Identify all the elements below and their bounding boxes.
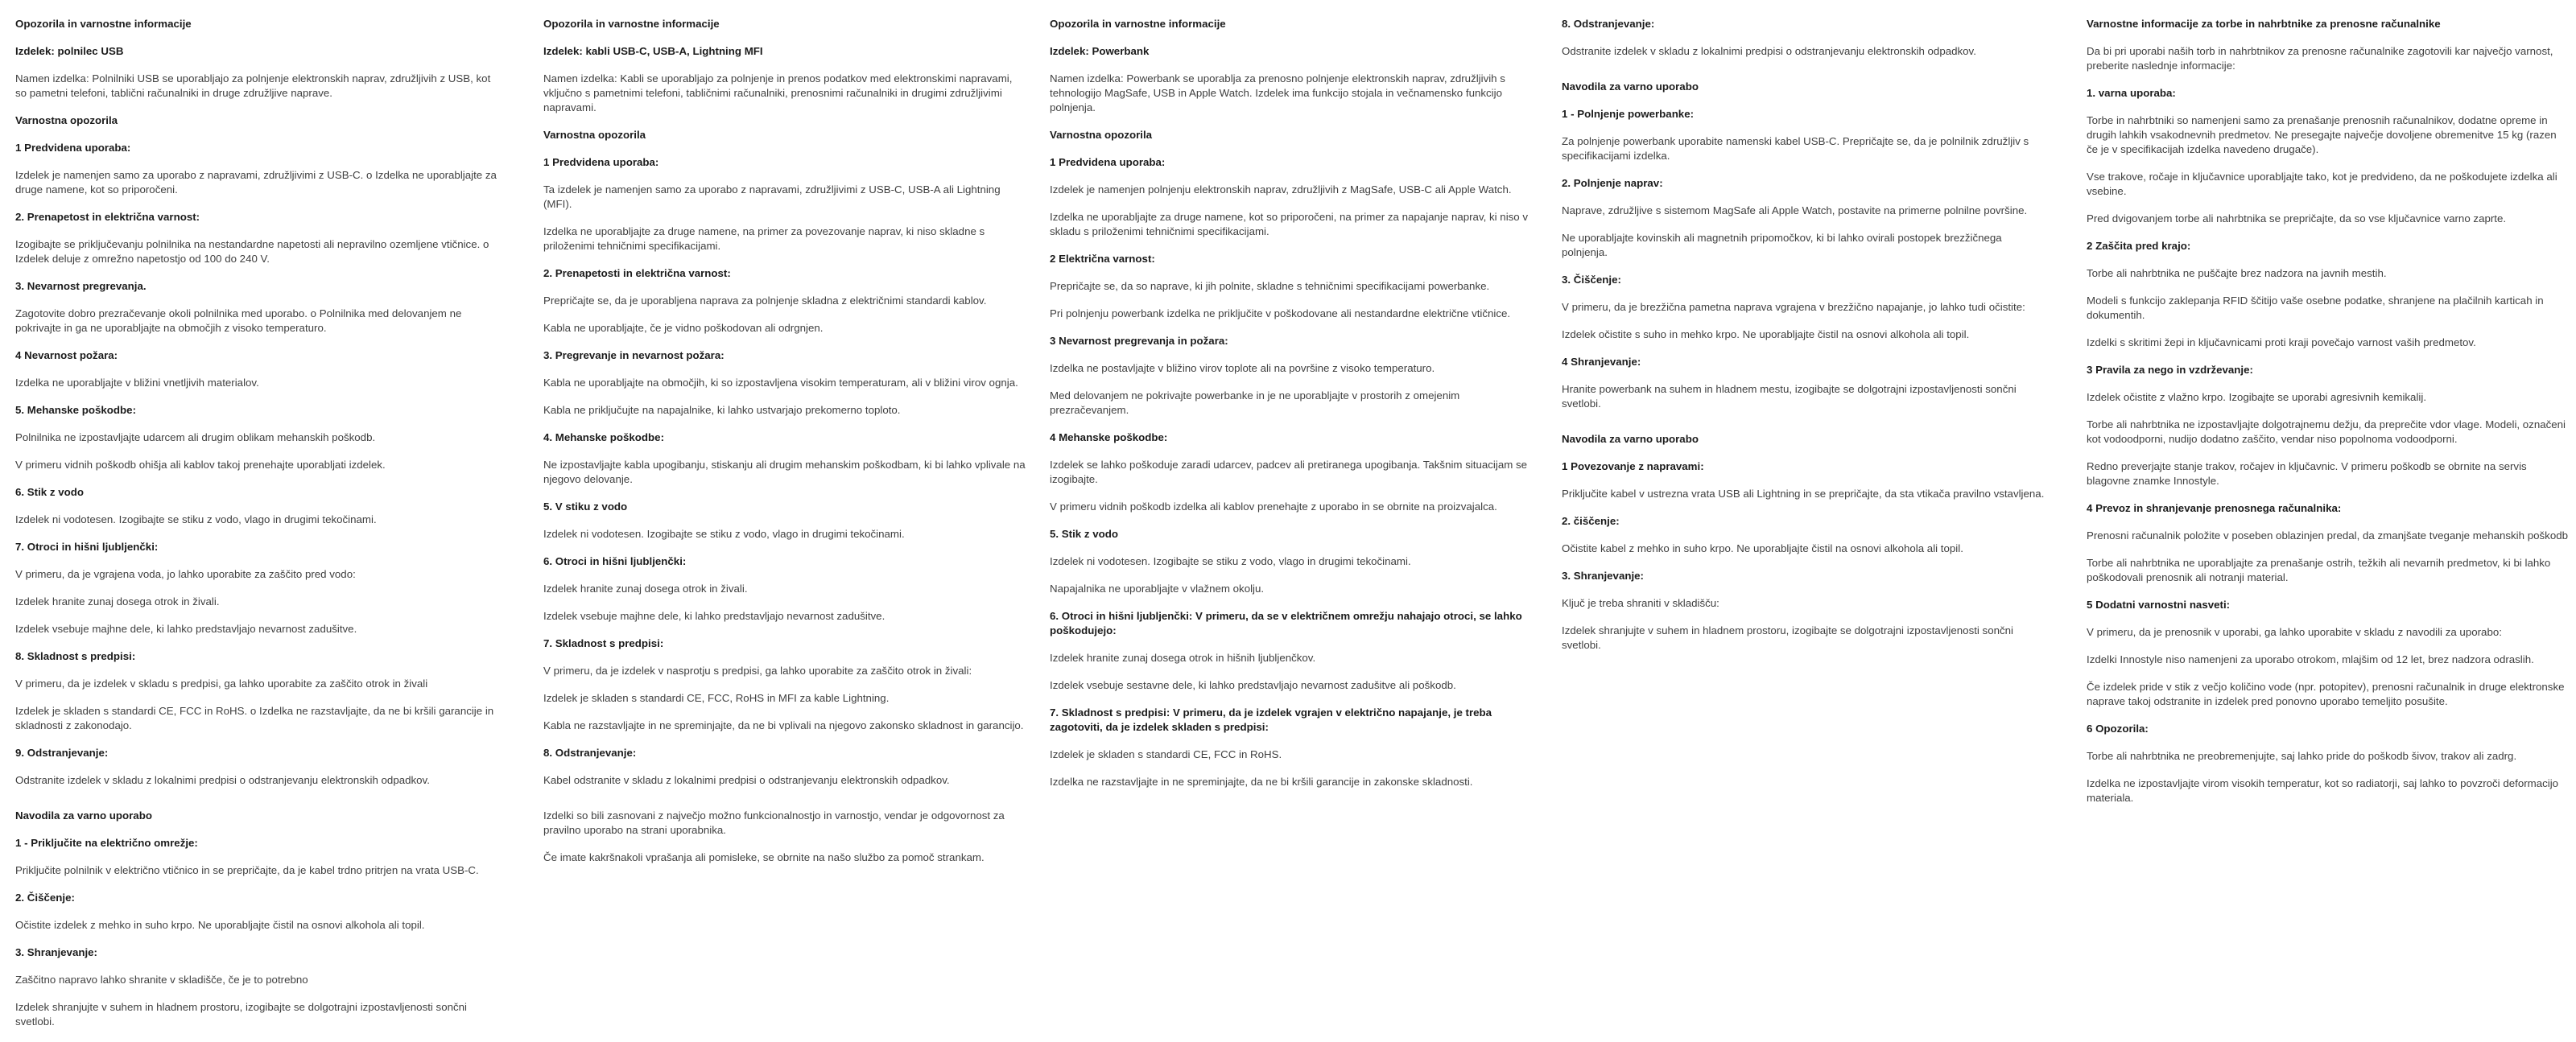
paragraph: Namen izdelka: Powerbank se uporablja za prenosno polnjenje elektronskih naprav, združljivih s tehnologijo MagSafe, USB in Apple Watch. Izdelek ima funkcijo stojala in večnamensko funkcijo polnjenja. <box>1050 72 1505 113</box>
paragraph: Izdelek hranite zunaj dosega otrok in živali. <box>543 583 748 595</box>
paragraph: Izdelek ni vodotesen. Izogibajte se stiku z vodo, vlago in drugimi tekočinami. <box>1050 555 1411 567</box>
column-usb-charger <box>15 17 498 1042</box>
section-heading: Izdelek: polnilec USB <box>15 45 124 57</box>
paragraph: Izdelka ne izpostavljajte virom visokih temperatur, kot so radiatorji, saj lahko to povzroči deformacijo materiala. <box>2087 777 2559 804</box>
paragraph: Pri polnjenju powerbank izdelka ne priključite v poškodovane ali nestandardne električne vtičnice. <box>1050 307 1511 319</box>
paragraph: Hranite powerbank na suhem in hladnem mestu, izogibajte se dolgotrajni izpostavljenosti sončni svetlobi. <box>1562 383 2017 410</box>
paragraph: Kabla ne priključujte na napajalnike, ki lahko ustvarjajo prekomerno toploto. <box>543 404 901 416</box>
paragraph: Če imate kakršnakoli vprašanja ali pomisleke, se obrnite na našo službo za pomoč strankam. <box>543 851 985 863</box>
paragraph: Izdelka ne uporabljajte za druge namene, kot so priporočeni, na primer za napajanje naprav, ki niso v skladu s priloženimi tehničnimi specifikacijami. <box>1050 211 1529 237</box>
paragraph: Izdelki Innostyle niso namenjeni za uporabo otrokom, mlajšim od 12 let, brez nadzora odraslih. <box>2087 653 2534 665</box>
section-heading: 4 Mehanske poškodbe: <box>1050 431 1168 443</box>
section-heading: 1 - Priključite na električno omrežje: <box>15 837 198 849</box>
paragraph: Namen izdelka: Kabli se uporabljajo za polnjenje in prenos podatkov med elektronskimi napravami, vključno s pametnimi telefoni, tabličnimi računalniki, prenosnimi računalniki in drugimi združljivimi napravami. <box>543 72 1013 113</box>
paragraph: Kabla ne razstavljajte in ne spreminjajte, da ne bi vplivali na njegovo zakonsko skladnost in garancijo. <box>543 719 1024 731</box>
section-heading: 3 Nevarnost pregrevanja in požara: <box>1050 335 1228 347</box>
section-heading: 9. Odstranjevanje: <box>15 747 109 759</box>
section-heading: 7. Otroci in hišni ljubljenčki: <box>15 541 159 553</box>
column-laptop-bags <box>2087 17 2570 818</box>
paragraph: Izogibajte se priključevanju polnilnika na nestandardne napetosti ali nepravilno ozemljene vtičnice. o Izdelek deluje z omrežno napetostjo od 100 do 240 V. <box>15 238 489 265</box>
paragraph: Očistite kabel z mehko in suho krpo. Ne uporabljajte čistil na osnovi alkohola ali topil. <box>1562 542 1963 554</box>
paragraph: Namen izdelka: Polnilniki USB se uporabljajo za polnjenje elektronskih naprav, združljivih z USB, kot so pametni telefoni, tablični računalniki in druge združljive naprave. <box>15 72 491 99</box>
paragraph: V primeru, da je izdelek v nasprotju s predpisi, ga lahko uporabite za zaščito otrok in živali: <box>543 665 972 677</box>
paragraph: Torbe in nahrbtniki so namenjeni samo za prenašanje prenosnih računalnikov, dodatne opreme in drugih lahkih vsakodnevnih predmetov. Ne presegajte največje dovoljene obremenitve 15 kg (razen če je v specifikacijah izdelka navedeno drugače). <box>2087 114 2557 155</box>
paragraph: Redno preverjajte stanje trakov, ročajev in ključavnic. V primeru poškodb se obrnite na servis blagovne znamke Innostyle. <box>2087 460 2527 487</box>
section-heading: 3 Pravila za nego in vzdrževanje: <box>2087 364 2253 376</box>
section-heading: 2. Polnjenje naprav: <box>1562 177 1663 189</box>
paragraph: V primeru, da je vgrajena voda, jo lahko uporabite za zaščito pred vodo: <box>15 568 356 580</box>
paragraph: Ne izpostavljajte kabla upogibanju, stiskanju ali drugim mehanskim poškodbam, ki bi lahko vplivale na njegovo delovanje. <box>543 459 1026 485</box>
paragraph: Da bi pri uporabi naših torb in nahrbtnikov za prenosne računalnike zagotovili kar največjo varnost, preberite naslednje informacije: <box>2087 45 2553 72</box>
section-heading: Izdelek: Powerbank <box>1050 45 1150 57</box>
section-heading: 7. Skladnost s predpisi: <box>543 637 664 649</box>
paragraph: Torbe ali nahrbtnika ne preobremenjujte, saj lahko pride do poškodb šivov, trakov ali zadrg. <box>2087 750 2517 762</box>
paragraph: Izdelek je skladen s standardi CE, FCC in RoHS. <box>1050 748 1282 760</box>
section-heading: 3. Nevarnost pregrevanja. <box>15 280 147 292</box>
paragraph: Ta izdelek je namenjen samo za uporabo z napravami, združljivimi z USB-C, USB-A ali Lightning (MFI). <box>543 183 1001 210</box>
paragraph: Odstranite izdelek v skladu z lokalnimi predpisi o odstranjevanju elektronskih odpadkov. <box>15 774 430 786</box>
paragraph: Ključ je treba shraniti v skladišču: <box>1562 597 1719 609</box>
section-heading: 4 Shranjevanje: <box>1562 356 1641 368</box>
paragraph: Naprave, združljive s sistemom MagSafe ali Apple Watch, postavite na primerne polnilne površine. <box>1562 204 2028 216</box>
paragraph: Izdelek shranjujte v suhem in hladnem prostoru, izogibajte se dolgotrajni izpostavljenosti sončni svetlobi. <box>15 1001 467 1028</box>
section-heading: Izdelek: kabli USB-C, USB-A, Lightning MFI <box>543 45 763 57</box>
paragraph: Izdelka ne razstavljajte in ne spreminjajte, da ne bi kršili garancije in zakonske skladnosti. <box>1050 776 1473 788</box>
section-heading: 6. Otroci in hišni ljubljenčki: V primeru, da se v električnem omrežju nahajajo otroci, se lahko poškodujejo: <box>1050 610 1522 636</box>
section-heading: 6 Opozorila: <box>2087 723 2149 735</box>
section-heading: Navodila za varno uporabo <box>15 809 152 822</box>
column-powerbank-continued <box>1562 17 2045 665</box>
paragraph: Prenosni računalnik položite v poseben oblazinjen predal, da zmanjšate tveganje mehanskih poškodb <box>2087 529 2569 542</box>
paragraph: Izdelek se lahko poškoduje zaradi udarcev, padcev ali pretiranega upogibanja. Takšnim situacijam se izogibajte. <box>1050 459 1528 485</box>
section-heading: Varnostna opozorila <box>1050 129 1153 141</box>
paragraph: Izdelek ni vodotesen. Izogibajte se stiku z vodo, vlago in drugimi tekočinami. <box>543 528 905 540</box>
section-heading: 2 Električna varnost: <box>1050 253 1155 265</box>
paragraph: V primeru vidnih poškodb ohišja ali kablov takoj prenehajte uporabljati izdelek. <box>15 459 386 471</box>
paragraph: Izdelek ni vodotesen. Izogibajte se stiku z vodo, vlago in drugimi tekočinami. <box>15 513 377 525</box>
paragraph: Prepričajte se, da je uporabljena naprava za polnjenje skladna z električnimi standardi kablov. <box>543 294 987 307</box>
section-heading: 1 Predvidena uporaba: <box>543 156 659 168</box>
paragraph: Če izdelek pride v stik z večjo količino vode (npr. potopitev), prenosni računalnik in druge elektronske naprave takoj odstranite in izdelek pred ponovno uporabo temeljito posušite. <box>2087 681 2565 707</box>
paragraph: Odstranite izdelek v skladu z lokalnimi predpisi o odstranjevanju elektronskih odpadkov. <box>1562 45 1976 57</box>
section-heading: 3. Shranjevanje: <box>15 946 97 958</box>
paragraph: Izdelka ne uporabljajte za druge namene, na primer za povezovanje naprav, ki niso skladne s priloženimi tehničnimi specifikacijami. <box>543 225 985 252</box>
paragraph: Izdelki s skritimi žepi in ključavnicami proti kraji povečajo varnost vaših predmetov. <box>2087 336 2476 348</box>
section-heading: 6. Stik z vodo <box>15 486 84 498</box>
paragraph: V primeru, da je izdelek v skladu s predpisi, ga lahko uporabite za zaščito otrok in živali <box>15 678 428 690</box>
section-heading: 1 Povezovanje z napravami: <box>1562 460 1704 472</box>
paragraph: Prepričajte se, da so naprave, ki jih polnite, skladne s tehničnimi specifikacijami powerbanke. <box>1050 280 1490 292</box>
paragraph: V primeru vidnih poškodb izdelka ali kablov prenehajte z uporabo in se obrnite na proizvajalca. <box>1050 500 1497 513</box>
paragraph: Pred dvigovanjem torbe ali nahrbtnika se prepričajte, da so vse ključavnice varno zaprte. <box>2087 212 2507 224</box>
paragraph: Kabla ne uporabljajte, če je vidno poškodovan ali odrgnjen. <box>543 322 824 334</box>
section-heading: 1 - Polnjenje powerbanke: <box>1562 108 1695 120</box>
paragraph: Kabla ne uporabljajte na območjih, ki so izpostavljena visokim temperaturam, ali v bližini virov ognja. <box>543 377 1018 389</box>
paragraph: Izdelek je skladen s standardi CE, FCC in RoHS. o Izdelka ne razstavljajte, da ne bi kršili garancije in skladnosti z zakonodajo. <box>15 705 494 731</box>
section-heading: 5. V stiku z vodo <box>543 500 628 513</box>
section-heading: 2. čiščenje: <box>1562 515 1620 527</box>
section-heading: 2 Zaščita pred krajo: <box>2087 240 2191 252</box>
paragraph: Očistite izdelek z mehko in suho krpo. Ne uporabljajte čistil na osnovi alkohola ali topil. <box>15 919 425 931</box>
paragraph: Za polnjenje powerbank uporabite namenski kabel USB-C. Prepričajte se, da je polnilnik združljiv s specifikacijami izdelka. <box>1562 135 2029 162</box>
paragraph: Torbe ali nahrbtnika ne izpostavljajte dolgotrajnemu dežju, da preprečite vdor vlage. Modeli, označeni kot vodoodporni, nudijo dodatno zaščito, vendar niso popolnoma vodoodporni. <box>2087 418 2566 445</box>
paragraph: Zagotovite dobro prezračevanje okoli polnilnika med uporabo. o Polnilnika med delovanjem ne pokrivajte in ga ne uporabljajte na območjih z visoko temperaturo. <box>15 307 462 334</box>
section-heading: 1. varna uporaba: <box>2087 87 2176 99</box>
section-heading: 5 Dodatni varnostni nasveti: <box>2087 599 2231 611</box>
paragraph: Izdelek vsebuje majhne dele, ki lahko predstavljajo nevarnost zadušitve. <box>15 623 357 635</box>
paragraph: Izdelek hranite zunaj dosega otrok in hišnih ljubljenčkov. <box>1050 652 1316 664</box>
section-heading: 2. Čiščenje: <box>15 892 75 904</box>
section-heading: Opozorila in varnostne informacije <box>15 18 192 30</box>
section-heading: Navodila za varno uporabo <box>1562 433 1699 445</box>
section-heading: 3. Pregrevanje in nevarnost požara: <box>543 349 724 361</box>
section-heading: Opozorila in varnostne informacije <box>1050 18 1226 30</box>
section-heading: Varnostna opozorila <box>15 114 118 126</box>
paragraph: Kabel odstranite v skladu z lokalnimi predpisi o odstranjevanju elektronskih odpadkov. <box>543 774 950 786</box>
section-heading: 4 Prevoz in shranjevanje prenosnega računalnika: <box>2087 502 2342 514</box>
section-heading: Varnostna opozorila <box>543 129 646 141</box>
paragraph: Izdelek je skladen s standardi CE, FCC, RoHS in MFI za kable Lightning. <box>543 692 890 704</box>
section-heading: 2. Prenapetost in električna varnost: <box>15 211 200 223</box>
paragraph: Izdelka ne uporabljajte v bližini vnetljivih materialov. <box>15 377 259 389</box>
section-heading: 8. Skladnost s predpisi: <box>15 650 136 662</box>
column-cables <box>543 17 1026 878</box>
paragraph: Izdelki so bili zasnovani z največjo možno funkcionalnostjo in varnostjo, vendar je odgovornost za pravilno uporabo na strani uporabnika. <box>543 809 1005 836</box>
paragraph: Izdelek hranite zunaj dosega otrok in živali. <box>15 595 220 607</box>
paragraph: V primeru, da je brezžična pametna naprava vgrajena v brezžično napajanje, jo lahko tudi očistite: <box>1562 301 2025 313</box>
paragraph: V primeru, da je prenosnik v uporabi, ga lahko uporabite v skladu z navodili za uporabo: <box>2087 626 2502 638</box>
section-heading: 3. Čiščenje: <box>1562 274 1621 286</box>
paragraph: Izdelek očistite s suho in mehko krpo. Ne uporabljajte čistil na osnovi alkohola ali topil. <box>1562 328 1970 340</box>
paragraph: Izdelek očistite z vlažno krpo. Izogibajte se uporabi agresivnih kemikalij. <box>2087 391 2427 403</box>
section-heading: 1 Predvidena uporaba: <box>1050 156 1166 168</box>
paragraph: Priključite polnilnik v električno vtičnico in se prepričajte, da je kabel trdno pritrjen na vrata USB-C. <box>15 864 479 876</box>
column-powerbank <box>1050 17 1533 802</box>
section-heading: 5. Stik z vodo <box>1050 528 1118 540</box>
section-heading: Varnostne informacije za torbe in nahrbtnike za prenosne računalnike <box>2087 18 2441 30</box>
section-heading: 4. Mehanske poškodbe: <box>543 431 664 443</box>
paragraph: Priključite kabel v ustrezna vrata USB ali Lightning in se prepričajte, da sta vtikača pravilno vstavljena. <box>1562 488 2045 500</box>
paragraph: Izdelek je namenjen samo za uporabo z napravami, združljivimi z USB-C. o Izdelka ne uporabljajte za druge namene, kot so priporočeni. <box>15 169 497 196</box>
paragraph: Izdelek vsebuje sestavne dele, ki lahko predstavljajo nevarnost zadušitve ali poškodb. <box>1050 679 1456 691</box>
section-heading: Opozorila in varnostne informacije <box>543 18 720 30</box>
section-heading: 8. Odstranjevanje: <box>1562 18 1655 30</box>
paragraph: Izdelek je namenjen polnjenju elektronskih naprav, združljivih z MagSafe, USB-C ali Apple Watch. <box>1050 183 1512 196</box>
section-heading: 2. Prenapetosti in električna varnost: <box>543 267 731 279</box>
paragraph: Zaščitno napravo lahko shranite v skladišče, če je to potrebno <box>15 974 308 986</box>
paragraph: Izdelek vsebuje majhne dele, ki lahko predstavljajo nevarnost zadušitve. <box>543 610 886 622</box>
paragraph: Ne uporabljajte kovinskih ali magnetnih pripomočkov, ki bi lahko ovirali postopek brezžičnega polnjenja. <box>1562 232 2002 258</box>
section-heading: 7. Skladnost s predpisi: V primeru, da je izdelek vgrajen v električno napajanje, je treba zagotoviti, da je izdelek skladen s predpisi: <box>1050 706 1492 733</box>
paragraph: Izdelek shranjujte v suhem in hladnem prostoru, izogibajte se dolgotrajni izpostavljenosti sončni svetlobi. <box>1562 624 2013 651</box>
paragraph: Napajalnika ne uporabljajte v vlažnem okolju. <box>1050 583 1265 595</box>
section-heading: 5. Mehanske poškodbe: <box>15 404 136 416</box>
paragraph: Torbe ali nahrbtnika ne puščajte brez nadzora na javnih mestih. <box>2087 267 2387 279</box>
paragraph: Vse trakove, ročaje in ključavnice uporabljajte tako, kot je predvideno, da ne poškodujete izdelka ali vsebine. <box>2087 171 2557 197</box>
section-heading: 6. Otroci in hišni ljubljenčki: <box>543 555 687 567</box>
paragraph: Polnilnika ne izpostavljajte udarcem ali drugim oblikam mehanskih poškodb. <box>15 431 376 443</box>
paragraph: Modeli s funkcijo zaklepanja RFID ščitijo vaše osebne podatke, shranjene na plačilnih karticah in dokumentih. <box>2087 294 2544 321</box>
paragraph: Torbe ali nahrbtnika ne uporabljajte za prenašanje ostrih, težkih ali nevarnih predmetov, ki bi lahko poškodovali prenosnik ali notranji material. <box>2087 557 2551 583</box>
section-heading: 8. Odstranjevanje: <box>543 747 637 759</box>
paragraph: Med delovanjem ne pokrivajte powerbanke in je ne uporabljajte v prostorih z omejenim prezračevanjem. <box>1050 389 1460 416</box>
section-heading: Navodila za varno uporabo <box>1562 80 1699 93</box>
section-heading: 4 Nevarnost požara: <box>15 349 118 361</box>
section-heading: 3. Shranjevanje: <box>1562 570 1644 582</box>
paragraph: Izdelka ne postavljajte v bližino virov toplote ali na površine z visoko temperaturo. <box>1050 362 1435 374</box>
section-heading: 1 Predvidena uporaba: <box>15 142 131 154</box>
